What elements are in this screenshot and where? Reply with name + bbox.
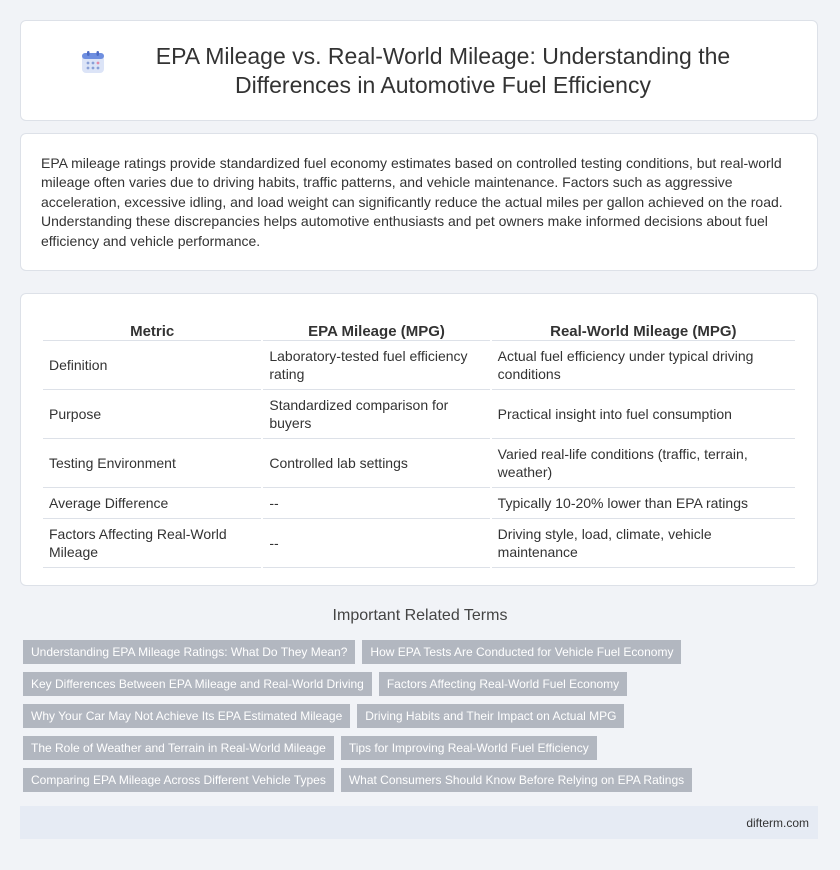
comparison-card bbox=[20, 293, 818, 586]
related-terms-list bbox=[23, 640, 813, 800]
tag-row bbox=[23, 736, 813, 760]
footer bbox=[20, 806, 818, 839]
tag-row bbox=[23, 640, 813, 664]
calendar-icon bbox=[81, 50, 105, 74]
tag-row bbox=[23, 704, 813, 728]
table-header-row bbox=[43, 312, 795, 341]
table-cell: Driving style, load, climate, vehicle maintenance bbox=[492, 519, 795, 568]
intro-card bbox=[20, 133, 818, 271]
related-term-link[interactable]: The Role of Weather and Terrain in Real-World Mileage bbox=[23, 736, 334, 760]
related-term-link[interactable]: Key Differences Between EPA Mileage and Real-World Driving bbox=[23, 672, 372, 696]
table-cell: Average Difference bbox=[43, 488, 261, 519]
column-header-metric: Metric bbox=[43, 312, 261, 341]
related-terms-heading: Important Related Terms bbox=[332, 607, 508, 624]
column-header-real-world: Real-World Mileage (MPG) bbox=[492, 312, 795, 341]
table-cell: -- bbox=[263, 519, 489, 568]
related-term-link[interactable]: What Consumers Should Know Before Relying on EPA Ratings bbox=[341, 768, 692, 792]
table-cell: Definition bbox=[43, 341, 261, 390]
tag-row bbox=[23, 768, 813, 792]
table-cell: Factors Affecting Real-World Mileage bbox=[43, 519, 261, 568]
table-cell: Varied real-life conditions (traffic, terrain, weather) bbox=[492, 439, 795, 488]
table-cell: Laboratory-tested fuel efficiency rating bbox=[263, 341, 489, 390]
related-term-link[interactable]: Tips for Improving Real-World Fuel Efficiency bbox=[341, 736, 597, 760]
table-row bbox=[43, 519, 795, 568]
title-wrap bbox=[21, 42, 817, 100]
related-term-link[interactable]: Why Your Car May Not Achieve Its EPA Estimated Mileage bbox=[23, 704, 350, 728]
tag-row bbox=[23, 672, 813, 696]
table-cell: Standardized comparison for buyers bbox=[263, 390, 489, 439]
table-row bbox=[43, 390, 795, 439]
related-term-link[interactable]: How EPA Tests Are Conducted for Vehicle Fuel Economy bbox=[362, 640, 681, 664]
page-title: EPA Mileage vs. Real-World Mileage: Understanding the Differences in Automotive Fuel Efficiency bbox=[155, 42, 731, 98]
related-term-link[interactable]: Understanding EPA Mileage Ratings: What Do They Mean? bbox=[23, 640, 355, 664]
table-row bbox=[43, 439, 795, 488]
table-cell: Testing Environment bbox=[43, 439, 261, 488]
table-cell: Controlled lab settings bbox=[263, 439, 489, 488]
footer-site-link[interactable]: difterm.com bbox=[746, 815, 809, 830]
table-cell: -- bbox=[263, 488, 489, 519]
table-cell: Purpose bbox=[43, 390, 261, 439]
table-cell: Typically 10-20% lower than EPA ratings bbox=[492, 488, 795, 519]
header-card bbox=[20, 20, 818, 121]
related-term-link[interactable]: Comparing EPA Mileage Across Different Vehicle Types bbox=[23, 768, 334, 792]
table-cell: Actual fuel efficiency under typical driving conditions bbox=[492, 341, 795, 390]
table-row bbox=[43, 341, 795, 390]
related-term-link[interactable]: Driving Habits and Their Impact on Actual MPG bbox=[357, 704, 624, 728]
comparison-table bbox=[41, 312, 797, 568]
related-term-link[interactable]: Factors Affecting Real-World Fuel Economy bbox=[379, 672, 627, 696]
table-cell: Practical insight into fuel consumption bbox=[492, 390, 795, 439]
table-row bbox=[43, 488, 795, 519]
intro-paragraph: EPA mileage ratings provide standardized fuel economy estimates based on controlled testing conditions, but real-world mileage often varies due to driving habits, traffic patterns, and vehicle maintenance. Factors such as aggressive acceleration, excessive idling, and load weight can significantly reduce the actual miles per gallon achieved on the road. Understanding these discrepancies helps automotive enthusiasts and pet owners make informed decisions about fuel efficiency and vehicle performance. bbox=[41, 155, 783, 249]
column-header-epa: EPA Mileage (MPG) bbox=[263, 312, 489, 341]
